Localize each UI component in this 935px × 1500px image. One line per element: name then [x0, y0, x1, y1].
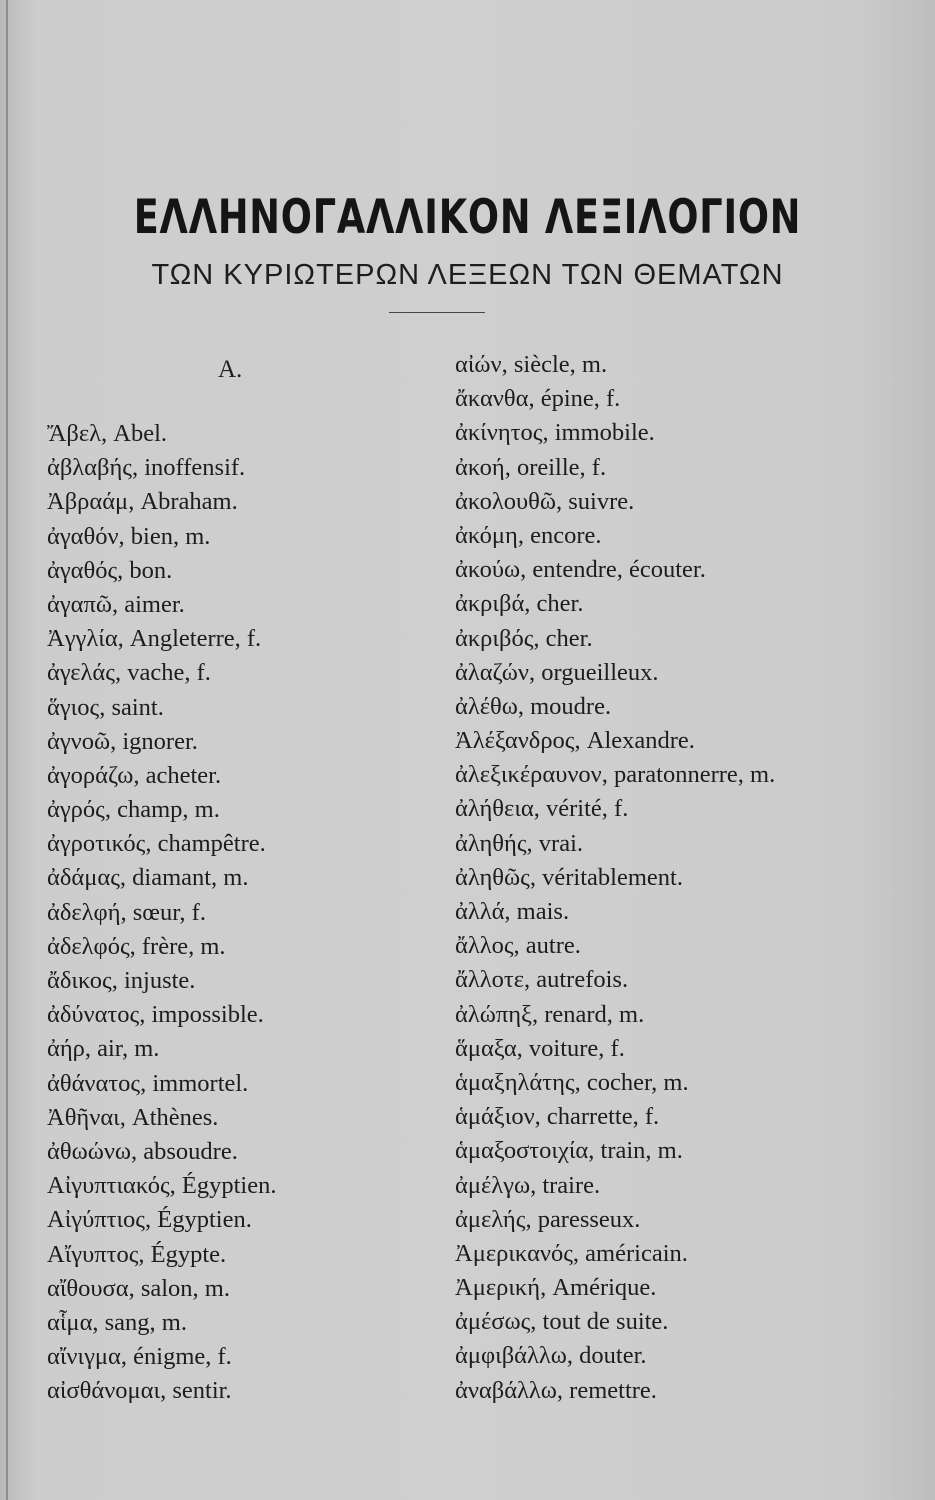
dictionary-entry: ἀκολουθῶ, suivre.	[455, 487, 635, 515]
dictionary-entry: ἀθάνατος, immortel.	[47, 1069, 249, 1097]
section-letter: A.	[218, 356, 243, 383]
dictionary-entry: ἀλαζών, orgueilleux.	[455, 658, 659, 686]
dictionary-entry: Ἀμερικανός, américain.	[455, 1239, 688, 1267]
dictionary-entry: ἀκριβός, cher.	[455, 624, 593, 652]
dictionary-entry: ἀδάμας, diamant, m.	[47, 864, 249, 892]
dictionary-entry: ἀλώπηξ, renard, m.	[455, 1000, 645, 1028]
left-column-entries	[47, 417, 276, 1408]
dictionary-entry: Ἀμερική, Amérique.	[455, 1274, 657, 1302]
page-subtitle: ΤΩΝ ΚΥΡΙΩΤΕΡΩΝ ΛΕΞΕΩΝ ΤΩΝ ΘΕΜΑΤΩΝ	[151, 259, 784, 291]
dictionary-entry: ἀγαπῶ, aimer.	[47, 590, 185, 618]
dictionary-entry: ἄλλοτε, autrefois.	[455, 966, 629, 994]
dictionary-entry: ἀμέσως, tout de suite.	[455, 1308, 669, 1336]
dictionary-entry: ἀκριβά, cher.	[455, 590, 584, 618]
dictionary-entry: ἀμέλγω, traire.	[455, 1171, 601, 1199]
dictionary-entry: ἀγαθός, bon.	[47, 556, 173, 584]
dictionary-entry: Ἀβραάμ, Abraham.	[47, 488, 238, 516]
dictionary-entry: ἄδικος, injuste.	[47, 967, 196, 994]
dictionary-entry: ἀλεξικέραυνον, paratonnerre, m.	[455, 761, 776, 789]
dictionary-entry: Αἴγυπτος, Égypte.	[47, 1240, 227, 1268]
right-column-entries	[455, 348, 775, 1408]
dictionary-entry: ἀδελφός, frère, m.	[47, 932, 226, 960]
dictionary-entry: ἀγελάς, vache, f.	[47, 659, 211, 687]
dictionary-entry: ἀβλαβής, inoffensif.	[47, 454, 246, 482]
dictionary-entry: ἁμαξοστοιχία, train, m.	[455, 1137, 683, 1165]
dictionary-entry: ἀμφιβάλλω, douter.	[455, 1342, 647, 1370]
dictionary-entry: Αἰγύπτιος, Égyptien.	[47, 1206, 252, 1234]
dictionary-entry: αἰών, siècle, m.	[455, 351, 608, 378]
dictionary-entry: αἷμα, sang, m.	[47, 1308, 187, 1336]
dictionary-entry: αἴθουσα, salon, m.	[47, 1274, 230, 1302]
dictionary-entry: ἀμελής, paresseux.	[455, 1205, 641, 1233]
dictionary-entry: αἴνιγμα, énigme, f.	[47, 1343, 232, 1371]
dictionary-entry: Ἀλέξανδρος, Alexandre.	[455, 727, 695, 755]
dictionary-entry: ἀδύνατος, impossible.	[47, 1001, 264, 1029]
dictionary-entry: ἀκούω, entendre, écouter.	[455, 556, 706, 584]
dictionary-entry: ἀκίνητος, immobile.	[455, 419, 655, 447]
dictionary-entry: ἀγοράζω, acheter.	[47, 761, 222, 789]
dictionary-entry: ἀθωώνω, absoudre.	[47, 1137, 238, 1165]
dictionary-entry: ἀγαθόν, bien, m.	[47, 522, 211, 550]
dictionary-entry: Ἄβελ, Abel.	[47, 420, 168, 447]
dictionary-entry: ἄλλος, autre.	[455, 932, 581, 960]
dictionary-entry: ἀληθής, vrai.	[455, 829, 584, 857]
dictionary-entry: αἰσθάνομαι, sentir.	[47, 1377, 232, 1405]
dictionary-entry: Ἀγγλία, Angleterre, f.	[47, 625, 262, 653]
dictionary-entry: ἁμαξηλάτης, cocher, m.	[455, 1068, 689, 1096]
dictionary-entry: ἁμάξιον, charrette, f.	[455, 1103, 660, 1131]
dictionary-entry: ἅμαξα, voiture, f.	[455, 1034, 625, 1062]
page-edge	[6, 0, 8, 1500]
dictionary-entry: ἀναβάλλω, remettre.	[455, 1376, 657, 1404]
dictionary-entry: ἅγιος, saint.	[47, 693, 164, 721]
dictionary-entry: ἀκόμη, encore.	[455, 521, 602, 549]
dictionary-entry: ἀδελφή, sœur, f.	[47, 898, 206, 926]
dictionary-entry: ἀγνοῶ, ignorer.	[47, 727, 198, 755]
dictionary-entry: ἀλέθω, moudre.	[455, 692, 612, 720]
dictionary-entry: ἀγρός, champ, m.	[47, 796, 220, 824]
dictionary-entry: ἀγροτικός, champêtre.	[47, 830, 266, 858]
dictionary-entry: Ἀθῆναι, Athènes.	[47, 1103, 219, 1131]
dictionary-entry: Αἰγυπτιακός, Égyptien.	[47, 1172, 277, 1200]
dictionary-entry: ἀήρ, air, m.	[47, 1035, 160, 1063]
dictionary-entry: ἀλλά, mais.	[455, 898, 570, 925]
title-divider	[389, 312, 485, 313]
dictionary-entry: ἀλήθεια, vérité, f.	[455, 795, 629, 823]
dictionary-entry: ἄκανθα, épine, f.	[455, 385, 621, 413]
page-title: ΕΛΛΗΝΟΓΑΛΛΙΚΟΝ ΛΕΞΙΛΟΓΙΟΝ	[133, 190, 802, 245]
dictionary-entry: ἀληθῶς, véritablement.	[455, 863, 683, 891]
dictionary-entry: ἀκοή, oreille, f.	[455, 453, 607, 481]
